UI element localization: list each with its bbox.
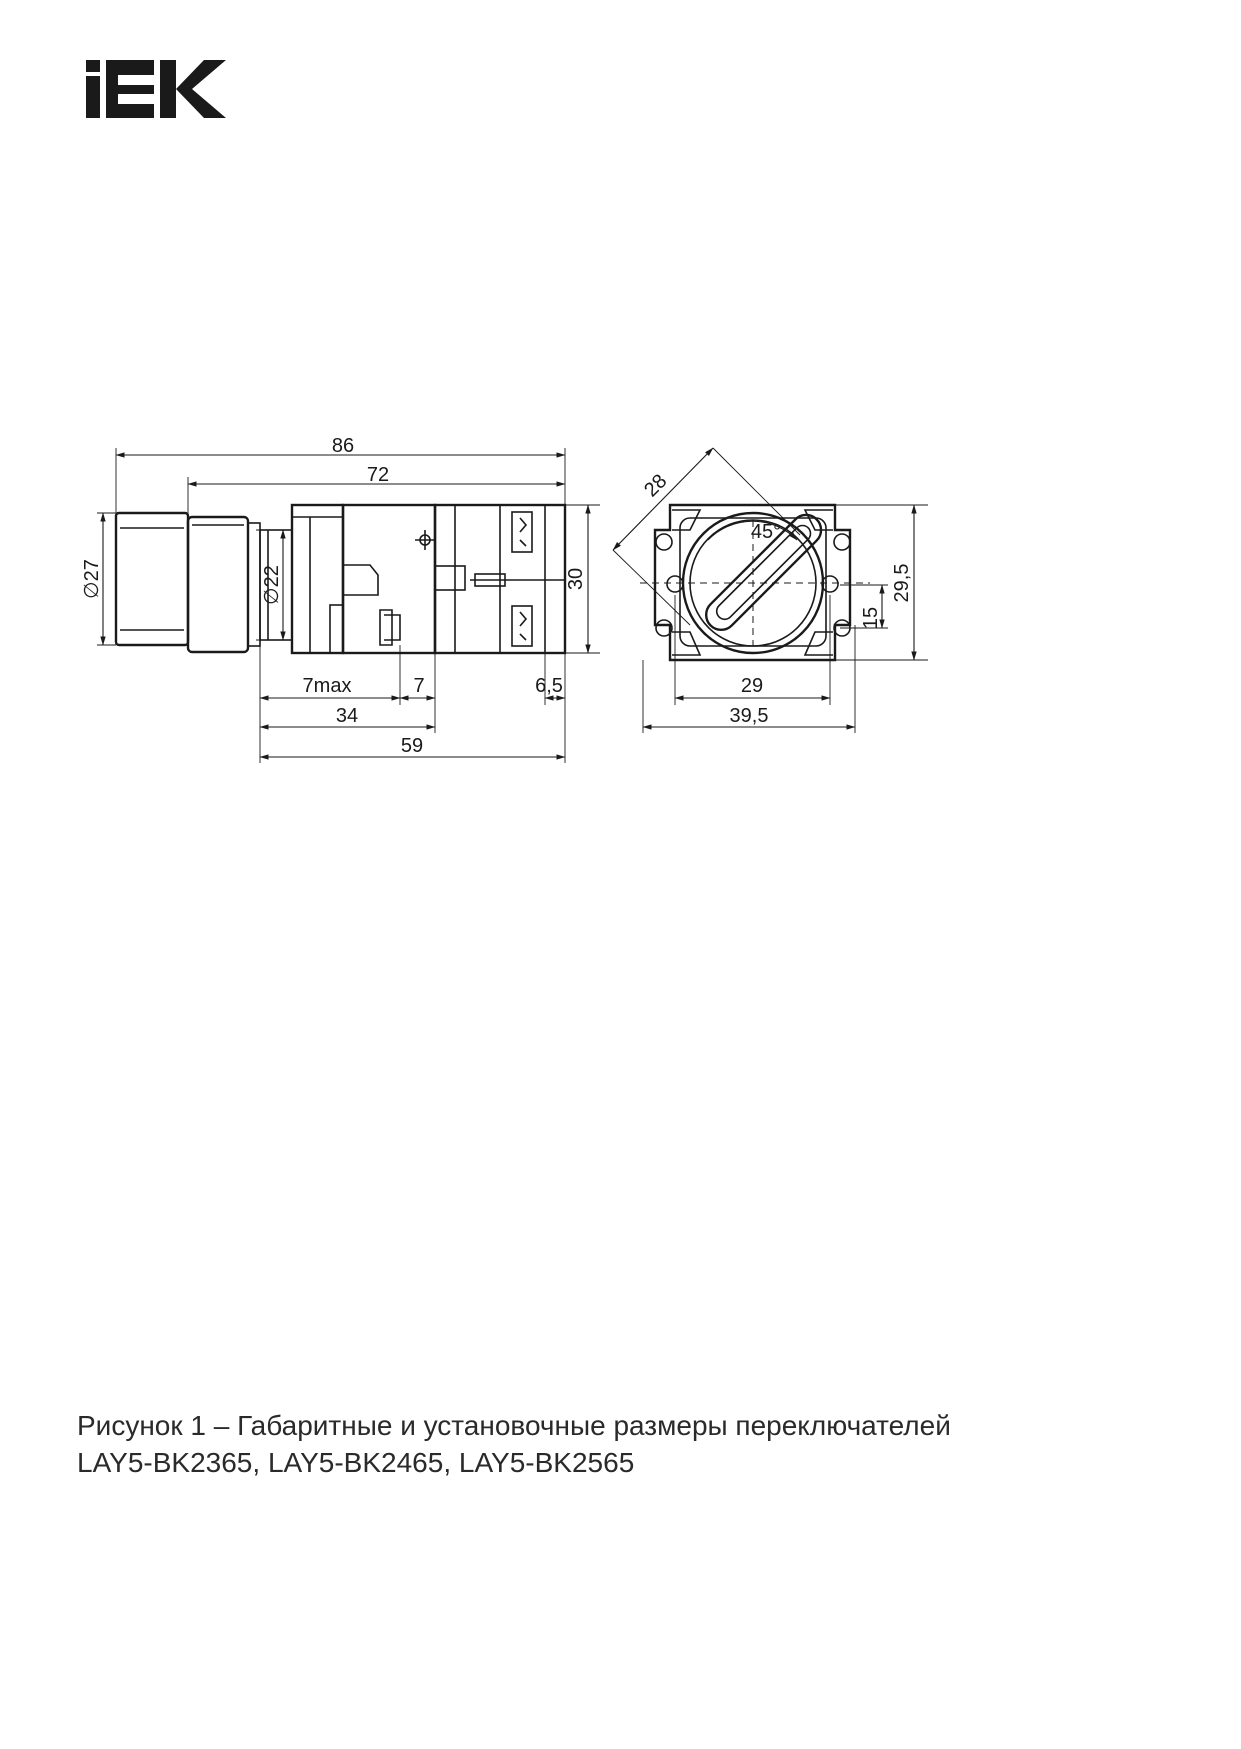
front-view <box>613 448 928 733</box>
dim-body-length: 72 <box>366 464 390 486</box>
dim-angle: 45° <box>750 521 782 543</box>
caption-line-2: LAY5-BK2365, LAY5-BK2465, LAY5-BK2565 <box>77 1447 635 1478</box>
dim-overall-length: 86 <box>331 435 355 457</box>
dim-terminal: 6,5 <box>535 675 563 697</box>
caption-line-1: Рисунок 1 – Габаритные и установочные размеры переключателей <box>77 1410 951 1441</box>
dim-width: 39,5 <box>729 705 769 727</box>
dim-panel-max: 7max <box>302 675 352 697</box>
dim-hole-spacing-y: 15 <box>860 606 882 630</box>
dim-button-diameter: ∅27 <box>81 559 103 599</box>
dim-behind-panel: 59 <box>400 735 424 757</box>
dim-height-front: 29,5 <box>891 563 913 603</box>
side-view <box>81 435 600 763</box>
dim-to-contacts: 34 <box>335 705 359 727</box>
dim-height: 30 <box>565 567 587 591</box>
dim-mount-diameter: ∅22 <box>261 565 283 605</box>
figure-caption <box>77 1407 1177 1481</box>
dim-clip: 7 <box>413 675 425 697</box>
dim-diagonal: 28 <box>640 470 672 502</box>
dim-hole-spacing-x: 29 <box>740 675 764 697</box>
